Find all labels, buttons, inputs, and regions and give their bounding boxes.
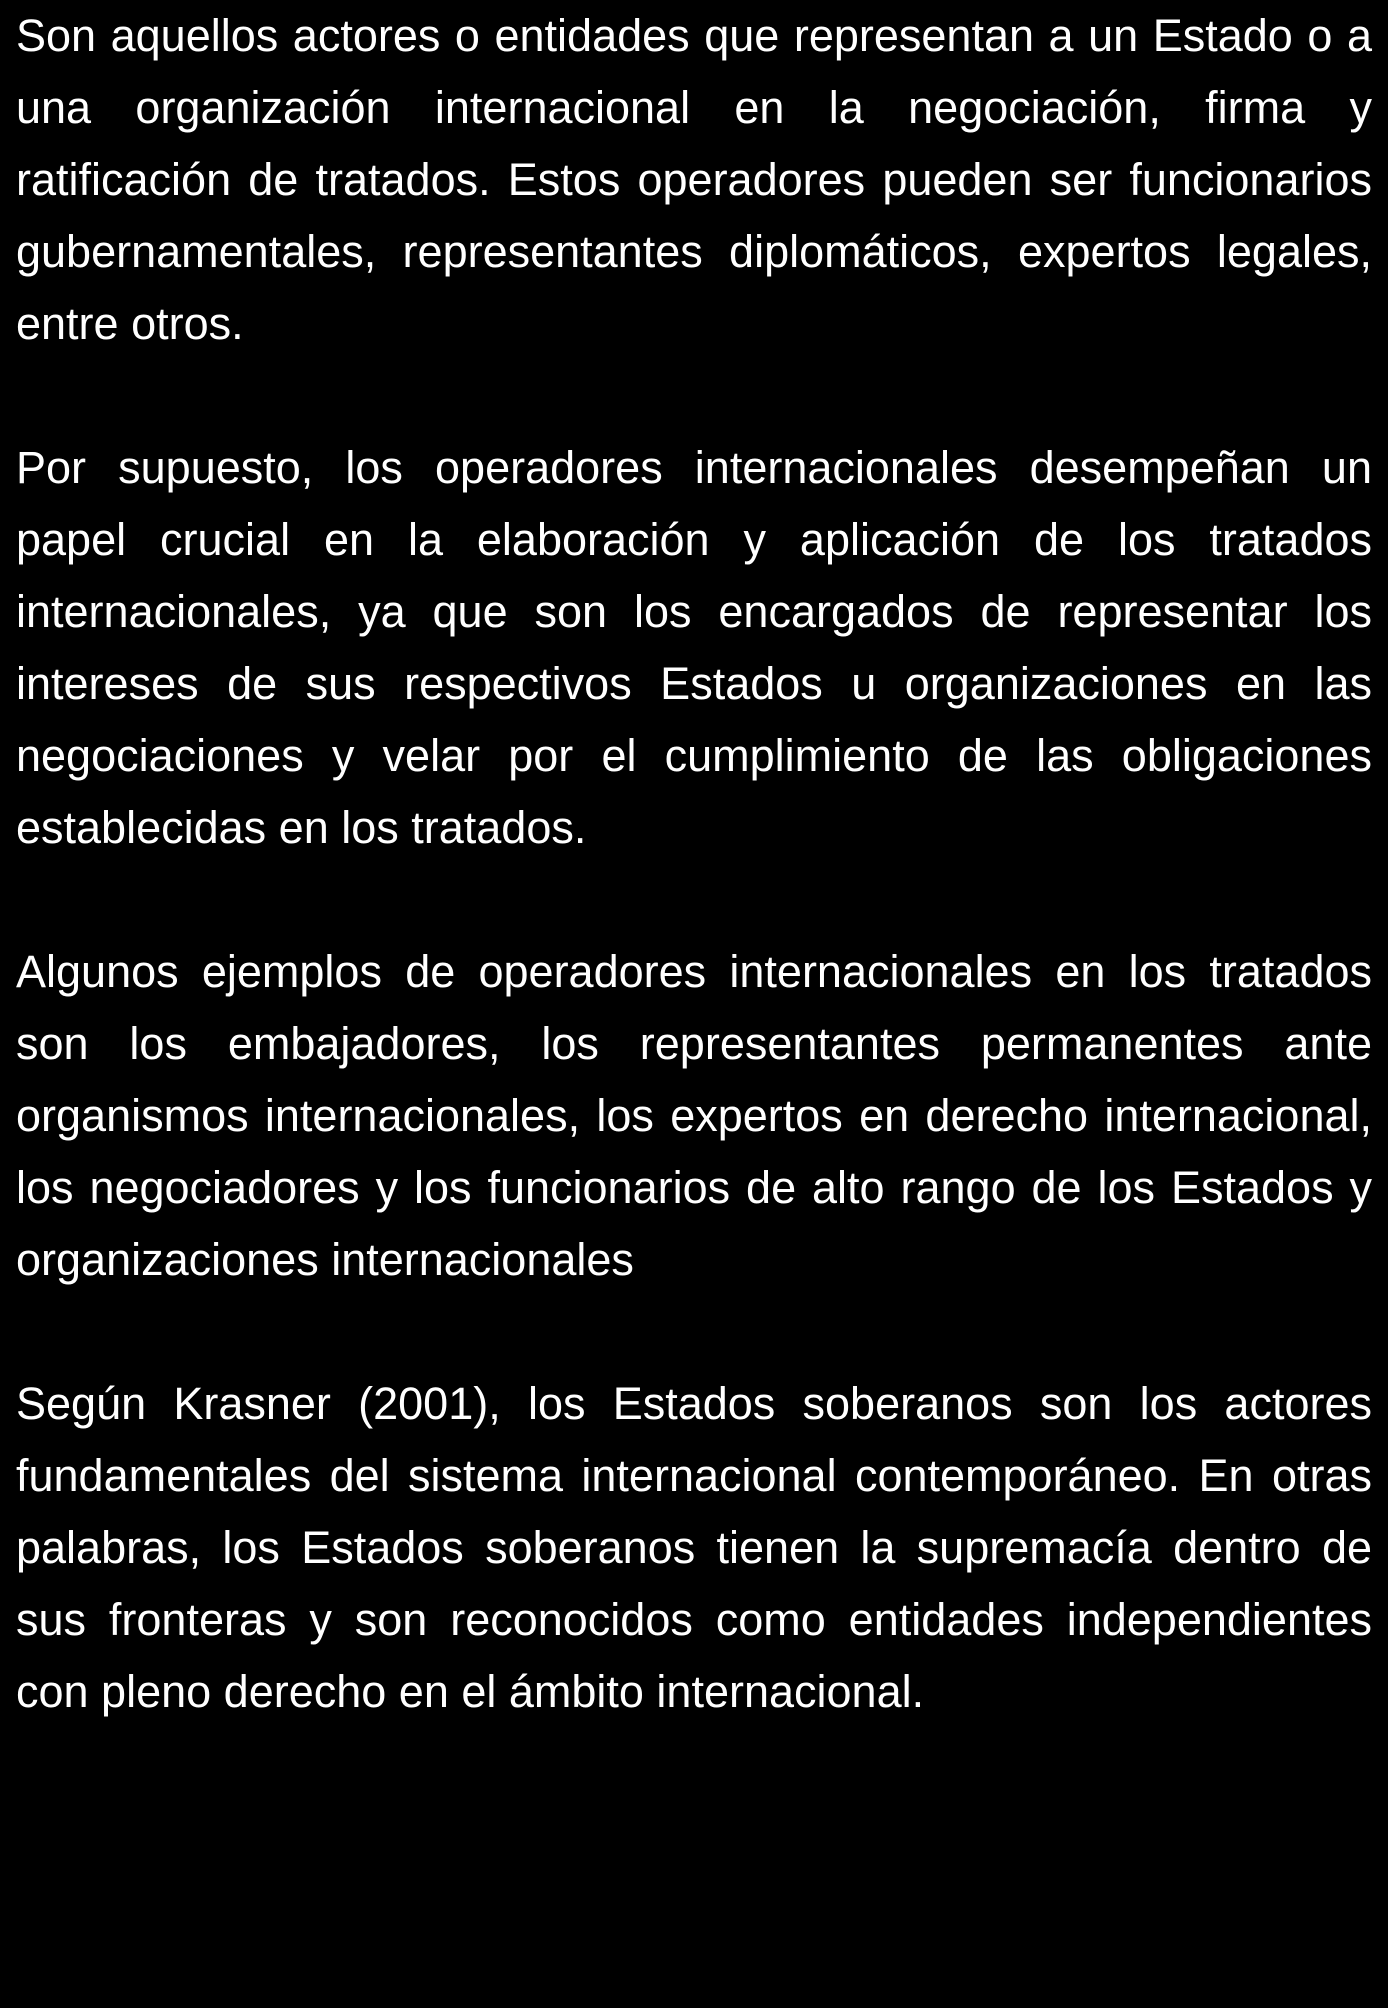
paragraph-krasner-citation: Según Krasner (2001), los Estados soberanos son los actores fundamentales del sistema internacional contemporáneo. En otras palabras, los Estados soberanos tienen la supremacía dentro de sus fronteras y son reconocidos como entidades independientes con pleno derecho en el ámbito internacional. — [16, 1378, 1372, 1717]
paragraph-operators-examples: Algunos ejemplos de operadores internacionales en los tratados son los embajadores, los representantes permanentes ante organismos internacionales, los expertos en derecho internacional, los negociadores y los funcionarios de alto rango de los Estados y organizaciones internacionales — [16, 946, 1372, 1285]
paragraph-operators-role: Por supuesto, los operadores internacionales desempeñan un papel crucial en la elaboración y aplicación de los tratados internacionales, ya que son los encargados de representar los intereses de sus respectivos Estados u organizaciones en las negociaciones y velar por el cumplimiento de las obligaciones establecidas en los tratados. — [16, 442, 1372, 853]
document-body — [16, 0, 1372, 1728]
paragraph-operators-definition: Son aquellos actores o entidades que representan a un Estado o a una organización internacional en la negociación, firma y ratificación de tratados. Estos operadores pueden ser funcionarios gubernamentales, representantes diplomáticos, expertos legales, entre otros. — [16, 10, 1372, 349]
